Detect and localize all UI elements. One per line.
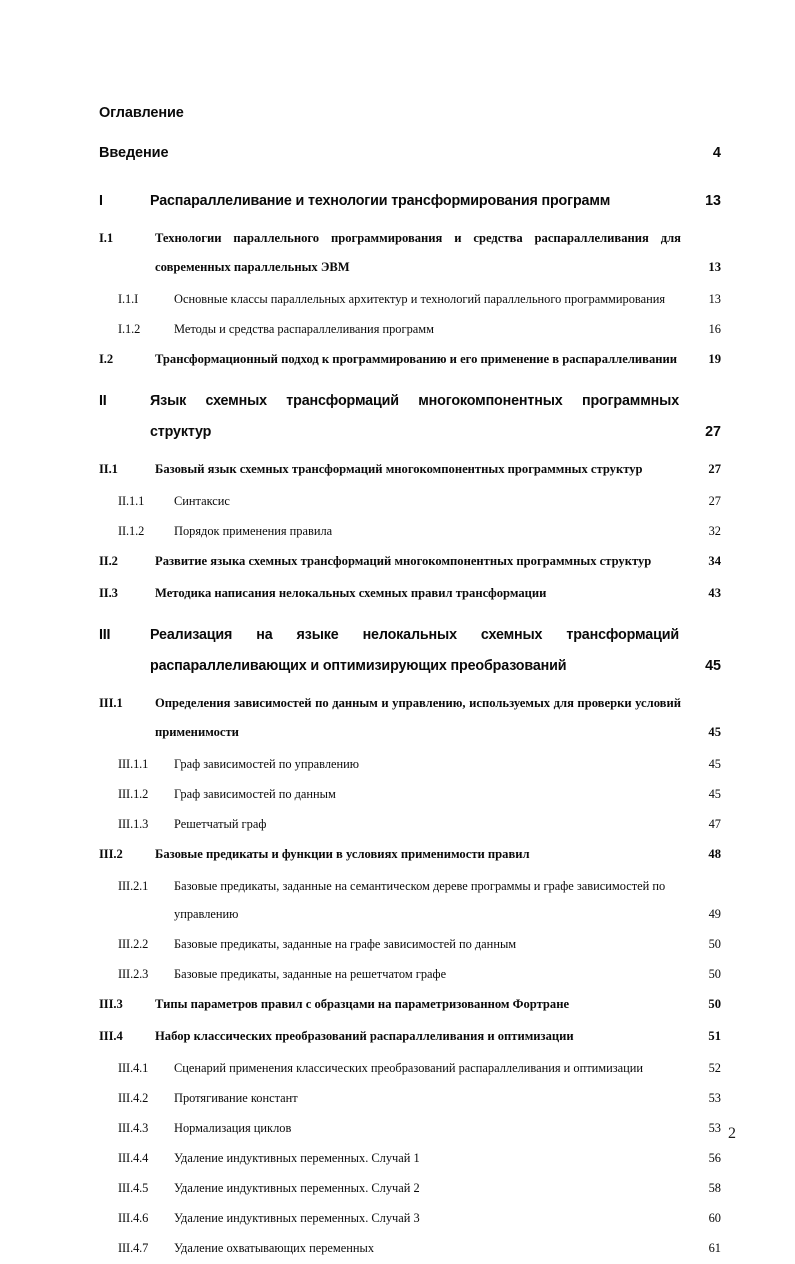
toc-entry[interactable] (99, 689, 721, 747)
toc-entry-title: Набор классических преобразований распараллеливания и оптимизации (155, 1029, 574, 1043)
toc-entry-page-number: 45 (708, 757, 721, 771)
toc-entry-title: Удаление индуктивных переменных. Случай 3 (174, 1211, 420, 1225)
toc-entry-title: Типы параметров правил с образцами на параметризованном Фортране (155, 997, 570, 1011)
toc-entry-page-number: 50 (708, 937, 721, 951)
toc-entry[interactable] (99, 517, 721, 545)
toc-entry-body (174, 930, 721, 958)
toc-entry[interactable] (99, 285, 721, 313)
toc-entry[interactable] (99, 224, 721, 282)
toc-entry-number: I.1.2 (118, 322, 141, 336)
page-title: Оглавление (99, 105, 184, 121)
toc-entry-title: Технологии параллельного программирования и средства распараллеливания для современных параллельных ЭВМ (155, 231, 681, 274)
toc-entry-number: III.2.2 (118, 937, 149, 951)
toc-entry-title: Удаление охватывающих переменных (174, 1241, 375, 1255)
toc-content (99, 105, 721, 1264)
toc-entry-body (155, 1022, 721, 1051)
toc-entry[interactable] (99, 1234, 721, 1262)
toc-entry-number: III.1 (99, 696, 123, 710)
toc-entry-number: II.1 (99, 462, 118, 476)
toc-entry-title: Протягивание констант (174, 1091, 298, 1105)
toc-entry-title: Базовые предикаты, заданные на семантическом дереве программы и графе зависимостей по управлению (174, 879, 666, 921)
toc-entry-number: III.4.7 (118, 1241, 149, 1255)
toc-entry-body (155, 840, 721, 869)
toc-entry-title: Порядок применения правила (174, 524, 333, 538)
toc-entry-page-number: 52 (708, 1061, 721, 1075)
toc-entry-title: Базовые предикаты и функции в условиях применимости правил (155, 847, 530, 861)
toc-entry-page-number: 34 (708, 554, 721, 568)
toc-entry-page-number: 27 (705, 424, 721, 440)
toc-entry-page-number: 51 (708, 1029, 721, 1043)
toc-entry-page-number: 13 (708, 260, 721, 274)
toc-entry[interactable] (99, 990, 721, 1019)
toc-entry-number: III.4.5 (118, 1181, 149, 1195)
toc-entry-title: Граф зависимостей по данным (174, 787, 336, 801)
toc-entry[interactable] (99, 810, 721, 838)
toc-entry-title: Базовый язык схемных трансформаций многокомпонентных программных структур (155, 462, 643, 476)
toc-entry-body (174, 1234, 721, 1262)
toc-entry-page-number: 45 (708, 725, 721, 739)
toc-entry-number: I.2 (99, 352, 114, 366)
toc-entry-number: III (99, 627, 111, 643)
toc-entry-body (155, 990, 721, 1019)
toc-entry-page-number: 60 (708, 1211, 721, 1225)
toc-entry-body (150, 186, 721, 217)
toc-entry-body (155, 455, 721, 484)
toc-entry-body (155, 689, 721, 747)
toc-entry-number: III.4.4 (118, 1151, 149, 1165)
toc-entry-number: III.1.1 (118, 757, 149, 771)
toc-entry[interactable] (99, 840, 721, 869)
toc-entry-title: Определения зависимостей по данным и управлению, используемых для проверки условий применимости (155, 696, 681, 739)
toc-entry-body (174, 1084, 721, 1112)
toc-entry-title: Решетчатый граф (174, 817, 267, 831)
toc-entry-title: Граф зависимостей по управлению (174, 757, 360, 771)
toc-entry-number: III.3 (99, 997, 123, 1011)
toc-entry-body (155, 224, 721, 282)
toc-entry-title: Удаление индуктивных переменных. Случай 1 (174, 1151, 420, 1165)
toc-entry-number: III.2 (99, 847, 123, 861)
toc-entry-number: III.2.1 (118, 879, 149, 893)
toc-entry-body (174, 960, 721, 988)
toc-entry-label: Введение (99, 145, 169, 161)
toc-entry-page-number: 43 (708, 586, 721, 600)
toc-entry-page-number: 45 (705, 658, 721, 674)
toc-entry[interactable] (99, 872, 721, 928)
toc-entry-title: Реализация на языке нелокальных схемных трансформаций распараллеливающих и оптимизирующих преобразований (150, 627, 679, 674)
toc-entry-body (174, 1054, 721, 1082)
toc-entry-page-number: 50 (708, 967, 721, 981)
toc-entry-page-number: 16 (708, 322, 721, 336)
toc-entry[interactable] (99, 1174, 721, 1202)
toc-entry-body (174, 780, 721, 808)
toc-entry-page-number: 61 (708, 1241, 721, 1255)
toc-entry-number: II.2 (99, 554, 118, 568)
toc-entry-number: III.4.2 (118, 1091, 149, 1105)
toc-list (99, 186, 721, 1262)
toc-entry-page-number: 27 (708, 494, 721, 508)
toc-entry[interactable] (99, 386, 721, 448)
toc-entry-number: III.4.1 (118, 1061, 149, 1075)
toc-entry-page-number: 45 (708, 787, 721, 801)
toc-entry-title: Язык схемных трансформаций многокомпонентных программных структур (150, 393, 679, 440)
toc-entry[interactable] (99, 579, 721, 608)
toc-entry-title: Распараллеливание и технологии трансформирования программ (150, 193, 611, 209)
toc-entry[interactable] (99, 930, 721, 958)
toc-entry-title: Методика написания нелокальных схемных правил трансформации (155, 586, 547, 600)
toc-entry-page-number: 53 (708, 1091, 721, 1105)
toc-entry-title: Основные классы параллельных архитектур и технологий параллельного программирования (174, 292, 666, 306)
toc-entry-number: III.4.3 (118, 1121, 149, 1135)
toc-entry[interactable] (99, 186, 721, 217)
toc-entry-title: Развитие языка схемных трансформаций многокомпонентных программных структур (155, 554, 652, 568)
toc-entry-body (174, 750, 721, 778)
toc-entry-page-number: 58 (708, 1181, 721, 1195)
toc-entry-page-number: 13 (708, 292, 721, 306)
toc-entry-page-number: 49 (708, 907, 721, 921)
toc-entry-page-number: 50 (708, 997, 721, 1011)
toc-entry-body (174, 1144, 721, 1172)
toc-entry-title: Нормализация циклов (174, 1121, 292, 1135)
toc-entry[interactable] (99, 960, 721, 988)
toc-entry-page-number: 13 (705, 193, 721, 209)
toc-entry-page-number: 19 (708, 352, 721, 366)
toc-entry-body (155, 579, 721, 608)
toc-entry-number: III.1.2 (118, 787, 149, 801)
toc-entry[interactable] (99, 780, 721, 808)
toc-entry-title: Методы и средства распараллеливания программ (174, 322, 434, 336)
folio-page-number: 2 (728, 1125, 736, 1142)
toc-entry-title: Сценарий применения классических преобразований распараллеливания и оптимизации (174, 1061, 644, 1075)
toc-entry[interactable] (99, 620, 721, 682)
toc-entry-body (150, 386, 721, 448)
toc-entry-number: III.1.3 (118, 817, 149, 831)
toc-entry[interactable] (99, 345, 721, 374)
toc-entry-body (150, 620, 721, 682)
toc-entry-number: III.4 (99, 1029, 123, 1043)
toc-entry-body (174, 872, 721, 928)
toc-entry-introduction[interactable] (99, 145, 721, 161)
toc-entry[interactable] (99, 1144, 721, 1172)
toc-entry[interactable] (99, 1084, 721, 1112)
toc-entry-body (174, 517, 721, 545)
toc-entry-body (174, 285, 721, 313)
toc-entry-title: Удаление индуктивных переменных. Случай 2 (174, 1181, 420, 1195)
toc-entry-page-number: 4 (712, 145, 721, 161)
toc-entry[interactable] (99, 547, 721, 576)
toc-entry-page-number: 53 (708, 1121, 721, 1135)
toc-entry-number: I.1 (99, 231, 114, 245)
toc-entry-title: Базовые предикаты, заданные на графе зависимостей по данным (174, 937, 517, 951)
toc-entry-number: III.4.6 (118, 1211, 149, 1225)
toc-entry-title: Базовые предикаты, заданные на решетчатом графе (174, 967, 447, 981)
toc-entry-body (174, 487, 721, 515)
toc-entry[interactable] (99, 487, 721, 515)
toc-entry-number: II.1.1 (118, 494, 145, 508)
toc-entry[interactable] (99, 1204, 721, 1232)
toc-entry-number: II.1.2 (118, 524, 145, 538)
toc-entry-number: I.1.I (118, 292, 139, 306)
toc-entry-page-number: 48 (708, 847, 721, 861)
toc-entry-body (174, 1204, 721, 1232)
toc-entry-page-number: 32 (708, 524, 721, 538)
toc-entry-title: Синтаксис (174, 494, 230, 508)
toc-entry-number: I (99, 193, 103, 209)
toc-entry-body (155, 547, 721, 576)
toc-entry[interactable] (99, 750, 721, 778)
toc-entry[interactable] (99, 1022, 721, 1051)
toc-entry-number: II.3 (99, 586, 118, 600)
toc-entry[interactable] (99, 455, 721, 484)
toc-entry-body (174, 1174, 721, 1202)
toc-entry-title: Трансформационный подход к программированию и его применение в распараллеливании (155, 352, 678, 366)
toc-entry-page-number: 27 (708, 462, 721, 476)
toc-entry-body (174, 810, 721, 838)
toc-entry-page-number: 47 (708, 817, 721, 831)
toc-entry[interactable] (99, 1054, 721, 1082)
toc-entry-body (174, 315, 721, 343)
toc-entry-page-number: 56 (708, 1151, 721, 1165)
toc-entry-number: III.2.3 (118, 967, 149, 981)
toc-entry-number: II (99, 393, 107, 409)
toc-entry[interactable] (99, 315, 721, 343)
toc-entry-body (155, 345, 721, 374)
